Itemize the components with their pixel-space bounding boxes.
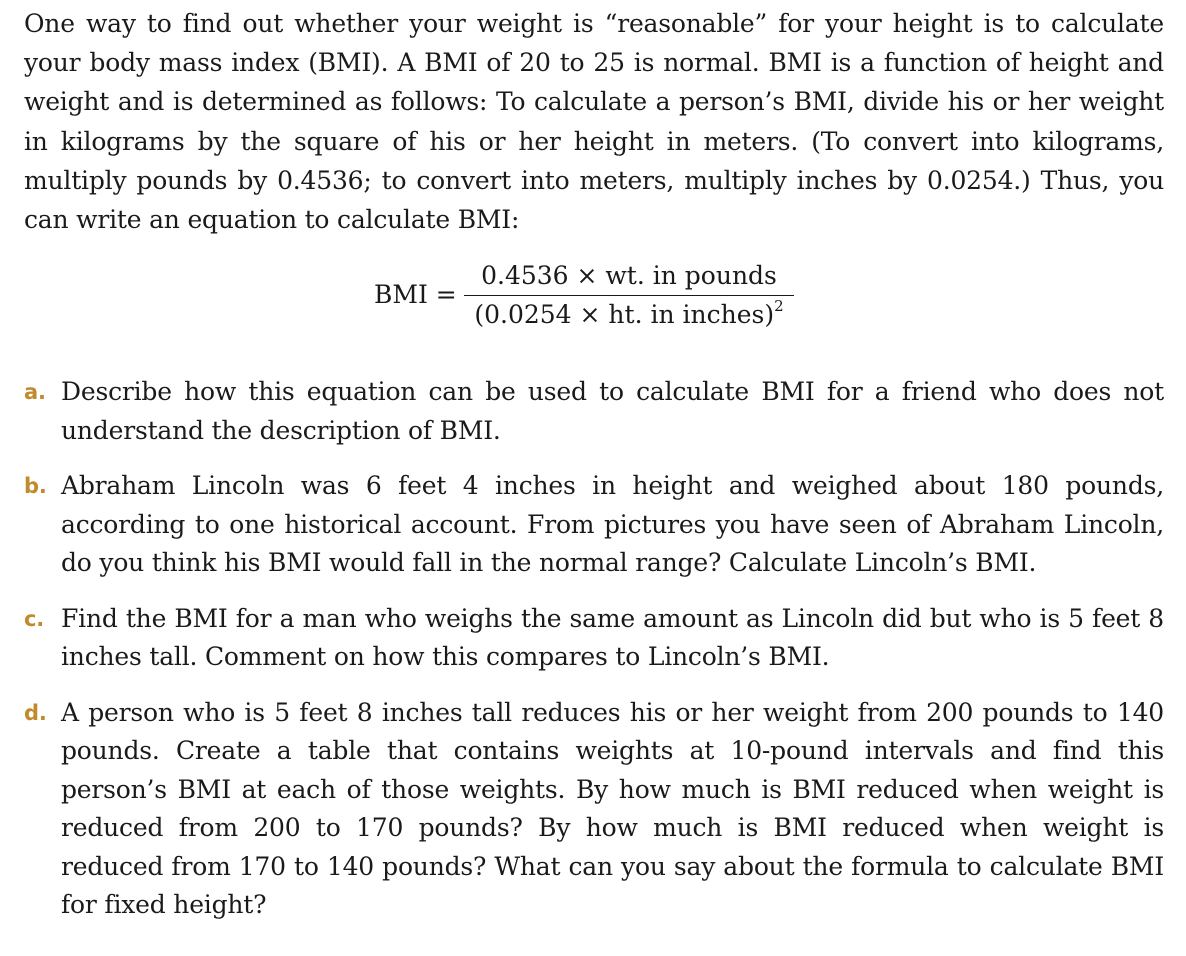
question-text: Abraham Lincoln was 6 feet 4 inches in height and weighed about 180 pounds, according to one historical account. From pictures you have seen of Abraham Lincoln, do you think his BMI would fall in the normal range? Calculate Lincoln’s BMI.: [61, 471, 1164, 578]
question-text: Describe how this equation can be used to calculate BMI for a friend who does not understand the description of BMI.: [61, 377, 1164, 445]
question-letter: b.: [24, 474, 47, 499]
question-list: [24, 373, 1164, 925]
question-text: Find the BMI for a man who weighs the same amount as Lincoln did but who is 5 feet 8 inches tall. Comment on how this compares to Lincoln’s BMI.: [61, 603, 1164, 672]
document-page: [24, 4, 1164, 942]
equation-denominator: (0.0254 × ht. in inches): [474, 300, 775, 330]
question-item: [24, 600, 1164, 677]
equation-denominator-wrap: [464, 298, 794, 332]
equation-fraction: [464, 259, 794, 332]
fraction-bar: [464, 295, 794, 296]
question-item: [24, 467, 1164, 583]
question-letter: c.: [24, 606, 45, 631]
question-item: [24, 694, 1164, 925]
equation-numerator: 0.4536 × wt. in pounds: [481, 261, 777, 291]
equation-exponent: 2: [774, 297, 784, 316]
bmi-equation: [24, 239, 1164, 373]
equation-lhs: BMI =: [374, 280, 457, 310]
question-letter: a.: [24, 380, 46, 405]
question-text: A person who is 5 feet 8 inches tall reduces his or her weight from 200 pounds to 140 pounds. Create a table that contains weights at 10-pound intervals and find this person’s BMI at each of those weights. By how much is BMI reduced when weight is reduced from 200 to 170 pounds? By how much is BMI reduced when weight is reduced from 170 to 140 pounds? What can you say about the formula to calculate BMI for fixed height?: [61, 697, 1164, 920]
question-item: [24, 373, 1164, 450]
question-letter: d.: [24, 700, 47, 725]
intro-paragraph: One way to find out whether your weight is “reasonable” for your height is to calculate your body mass index (BMI). A BMI of 20 to 25 is normal. BMI is a function of height and weight and is determined as follows: To calculate a person’s BMI, divide his or her weight in kilograms by the square of his or her height in meters. (To convert into kilograms, multiply pounds by 0.4536; to convert into meters, multiply inches by 0.0254.) Thus, you can write an equation to calculate BMI:: [24, 9, 1164, 235]
